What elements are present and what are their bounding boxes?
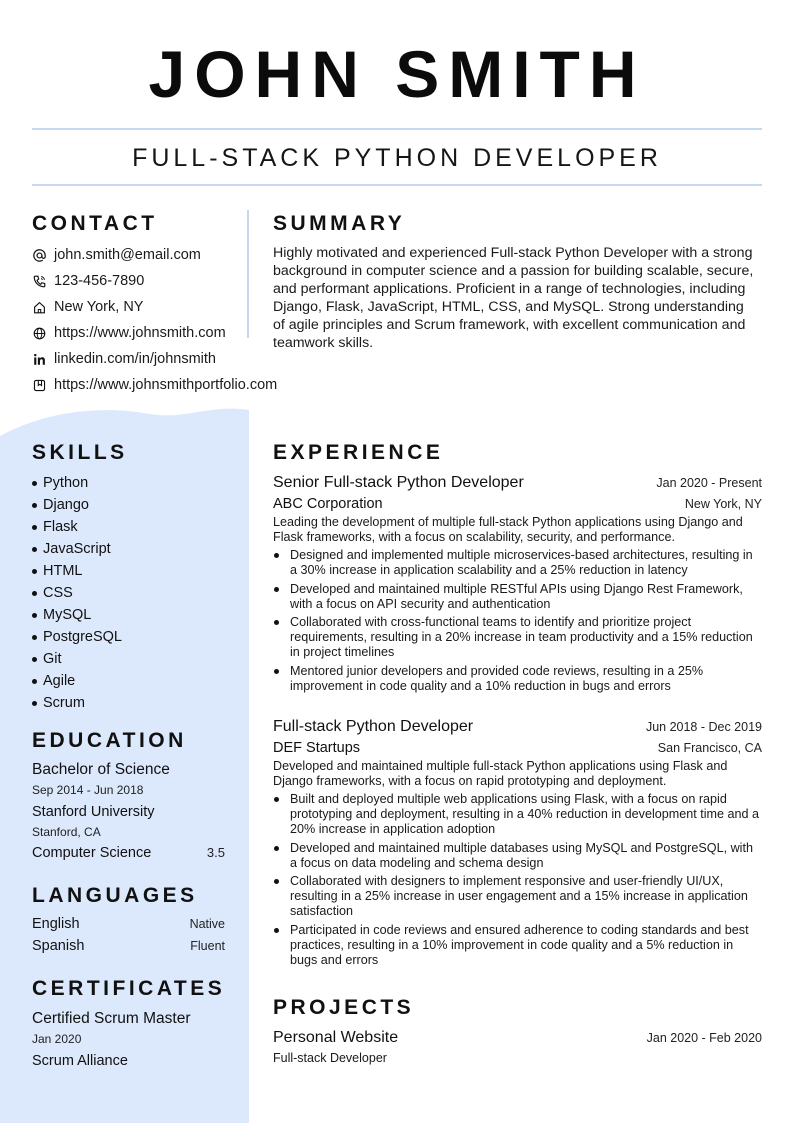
bullet-dot bbox=[32, 591, 37, 596]
job-entry bbox=[273, 474, 762, 697]
languages-title: LANGUAGES bbox=[32, 884, 198, 907]
job-entry bbox=[273, 718, 762, 971]
certificate-date: Jan 2020 bbox=[32, 1032, 82, 1046]
bullet-dot bbox=[32, 503, 37, 508]
bullet-dot bbox=[32, 657, 37, 662]
skill-item bbox=[32, 604, 232, 626]
education-location: Stanford, CA bbox=[32, 825, 101, 839]
skill-label: MySQL bbox=[43, 607, 92, 623]
globe-icon bbox=[32, 326, 46, 340]
summary-title: SUMMARY bbox=[273, 212, 406, 235]
bullet-dot bbox=[274, 879, 279, 884]
contact-website-text: https://www.johnsmith.com bbox=[54, 325, 226, 341]
job-bullets bbox=[273, 792, 762, 968]
certificate-date-row bbox=[32, 1032, 225, 1046]
skill-label: Git bbox=[43, 651, 62, 667]
job-bullet bbox=[273, 792, 762, 837]
language-row bbox=[32, 916, 225, 932]
job-bullet-text: Designed and implemented multiple microservices-based architectures, resulting in a 30% increase in application scalability and a 25% reduction in latency bbox=[290, 548, 753, 577]
linkedin-icon bbox=[32, 352, 46, 366]
job-bullet-text: Developed and maintained multiple databases using MySQL and PostgreSQL, with a focus on data modeling and schema design bbox=[290, 840, 753, 870]
language-level: Native bbox=[189, 917, 225, 931]
home-icon bbox=[32, 300, 46, 314]
certificate-issuer: Scrum Alliance bbox=[32, 1053, 128, 1069]
job-title: Full-stack Python Developer bbox=[273, 718, 474, 735]
skill-label: CSS bbox=[43, 585, 73, 601]
candidate-name: JOHN SMITH bbox=[148, 37, 646, 111]
job-bullet bbox=[273, 874, 762, 919]
certificate-name-row bbox=[32, 1010, 225, 1028]
bullet-dot bbox=[32, 679, 37, 684]
job-bullet bbox=[273, 841, 762, 871]
language-level: Fluent bbox=[190, 939, 225, 953]
job-bullets bbox=[273, 548, 762, 694]
skill-label: Python bbox=[43, 475, 89, 491]
job-dates: Jan 2020 - Present bbox=[656, 476, 762, 490]
skill-item bbox=[32, 560, 232, 582]
skill-label: HTML bbox=[43, 563, 83, 579]
education-dates-row bbox=[32, 783, 225, 797]
skill-item bbox=[32, 626, 232, 648]
education-field-row bbox=[32, 845, 225, 861]
header-top-rule bbox=[32, 128, 762, 130]
bullet-dot bbox=[274, 553, 279, 558]
skill-label: Django bbox=[43, 497, 89, 513]
at-icon bbox=[32, 248, 46, 262]
job-bullet-text: Collaborated with designers to implement responsive and user-friendly UI/UX, resulting in a 25% increase in user engagement and a 15% increase in application satisfaction bbox=[290, 874, 748, 918]
job-bullet-text: Participated in code reviews and ensured adherence to coding standards and best practices, resulting in a 10% improvement in code quality and a 5% reduction in bugs and errors bbox=[290, 922, 749, 967]
bullet-dot bbox=[32, 547, 37, 552]
skill-label: JavaScript bbox=[43, 541, 111, 557]
job-company: ABC Corporation bbox=[273, 496, 383, 512]
job-bullet bbox=[273, 664, 762, 694]
job-title: Senior Full-stack Python Developer bbox=[273, 474, 524, 491]
skill-item bbox=[32, 472, 232, 494]
job-location: New York, NY bbox=[684, 497, 762, 511]
project-title-row bbox=[273, 1029, 762, 1047]
project-dates: Jan 2020 - Feb 2020 bbox=[646, 1031, 762, 1045]
job-title-row bbox=[273, 474, 762, 492]
portfolio-icon bbox=[32, 378, 46, 392]
contact-portfolio-text: https://www.johnsmithportfolio.com bbox=[54, 377, 278, 393]
education-school-row bbox=[32, 804, 225, 820]
bullet-dot bbox=[32, 481, 37, 486]
project-role: Full-stack Developer bbox=[273, 1051, 387, 1065]
skills-title: SKILLS bbox=[32, 441, 128, 464]
job-title-row bbox=[273, 718, 762, 736]
experience-title: EXPERIENCE bbox=[273, 441, 444, 464]
education-school: Stanford University bbox=[32, 804, 155, 820]
education-field: Computer Science bbox=[32, 845, 152, 861]
bullet-dot bbox=[32, 525, 37, 530]
job-company: DEF Startups bbox=[273, 740, 361, 756]
summary-text: Highly motivated and experienced Full-stack Python Developer with a strong background in computer science and a passion for building scalable, secure, and performant applications. Proficient in a range of technologies, including Django, Flask, JavaScript, HTML, CSS, and MySQL. Strong understanding of agile principles and Scrum framework, with excellent communication and teamwork skills. bbox=[273, 245, 754, 351]
skills-list bbox=[32, 472, 232, 714]
education-degree: Bachelor of Science bbox=[32, 761, 170, 778]
skill-label: Scrum bbox=[43, 695, 85, 711]
skill-label: PostgreSQL bbox=[43, 629, 122, 645]
job-bullet bbox=[273, 548, 762, 578]
bullet-dot bbox=[274, 797, 279, 802]
job-bullet-text: Built and deployed multiple web applications using Flask, with a focus on rapid prototyping and deployment, resulting in a 40% reduction in development time and a 20% increase in application adoption bbox=[290, 792, 760, 836]
header-bottom-rule bbox=[32, 184, 762, 186]
bullet-dot bbox=[274, 587, 279, 592]
skill-item bbox=[32, 494, 232, 516]
job-description: Developed and maintained multiple full-stack Python applications using Flask and Django frameworks, with a focus on rapid prototyping and deployment. bbox=[273, 759, 728, 788]
bullet-dot bbox=[32, 569, 37, 574]
education-gpa: 3.5 bbox=[206, 845, 225, 860]
skill-item bbox=[32, 670, 232, 692]
bullet-dot bbox=[32, 701, 37, 706]
bullet-dot bbox=[274, 669, 279, 674]
skill-item bbox=[32, 648, 232, 670]
skill-label: Flask bbox=[43, 519, 78, 535]
contact-portfolio[interactable] bbox=[32, 372, 332, 398]
project-entry bbox=[273, 1029, 762, 1065]
bullet-dot bbox=[32, 613, 37, 618]
skill-item bbox=[32, 692, 232, 714]
bullet-dot bbox=[274, 846, 279, 851]
job-dates: Jun 2018 - Dec 2019 bbox=[645, 720, 762, 734]
skill-item bbox=[32, 516, 232, 538]
bullet-dot bbox=[32, 635, 37, 640]
job-company-row bbox=[273, 740, 762, 756]
job-company-row bbox=[273, 496, 762, 512]
certificate-name: Certified Scrum Master bbox=[32, 1010, 191, 1027]
education-degree-row bbox=[32, 761, 225, 779]
language-name: Spanish bbox=[32, 938, 85, 954]
skill-item bbox=[32, 582, 232, 604]
candidate-headline: FULL-STACK PYTHON DEVELOPER bbox=[132, 144, 662, 172]
bullet-dot bbox=[274, 620, 279, 625]
certificate-issuer-row bbox=[32, 1053, 225, 1069]
education-dates: Sep 2014 - Jun 2018 bbox=[32, 783, 144, 797]
job-bullet-text: Developed and maintained multiple RESTful APIs using Django Rest Framework, with a focus on API security and authentication bbox=[290, 581, 743, 611]
job-bullet-text: Collaborated with cross-functional teams to identify and prioritize project requirements, resulting in a 20% increase in team productivity and a 15% reduction in project timelines bbox=[290, 615, 753, 659]
bullet-dot bbox=[274, 928, 279, 933]
phone-icon bbox=[32, 274, 46, 288]
job-bullet bbox=[273, 923, 762, 968]
certificates-title: CERTIFICATES bbox=[32, 977, 226, 1000]
job-bullet-text: Mentored junior developers and provided code reviews, resulting in a 25% improvement in code quality and a 10% reduction in bugs and errors bbox=[290, 663, 704, 693]
job-description: Leading the development of multiple full-stack Python applications using Django and Flask frameworks, with a focus on scalability, security, and performance. bbox=[273, 515, 743, 544]
job-bullet bbox=[273, 582, 762, 612]
contact-email-text: john.smith@email.com bbox=[54, 247, 201, 263]
contact-location-text: New York, NY bbox=[54, 299, 144, 315]
project-name: Personal Website bbox=[273, 1029, 399, 1046]
job-location: San Francisco, CA bbox=[657, 741, 762, 755]
contact-phone-text: 123-456-7890 bbox=[54, 273, 145, 289]
projects-title: PROJECTS bbox=[273, 996, 415, 1019]
language-row bbox=[32, 938, 225, 954]
skill-label: Agile bbox=[43, 673, 76, 689]
contact-linkedin-text: linkedin.com/in/johnsmith bbox=[54, 351, 216, 367]
language-name: English bbox=[32, 916, 80, 932]
skill-item bbox=[32, 538, 232, 560]
education-location-row bbox=[32, 825, 225, 839]
job-bullet bbox=[273, 615, 762, 660]
education-title: EDUCATION bbox=[32, 729, 187, 752]
contact-title: CONTACT bbox=[32, 212, 158, 235]
